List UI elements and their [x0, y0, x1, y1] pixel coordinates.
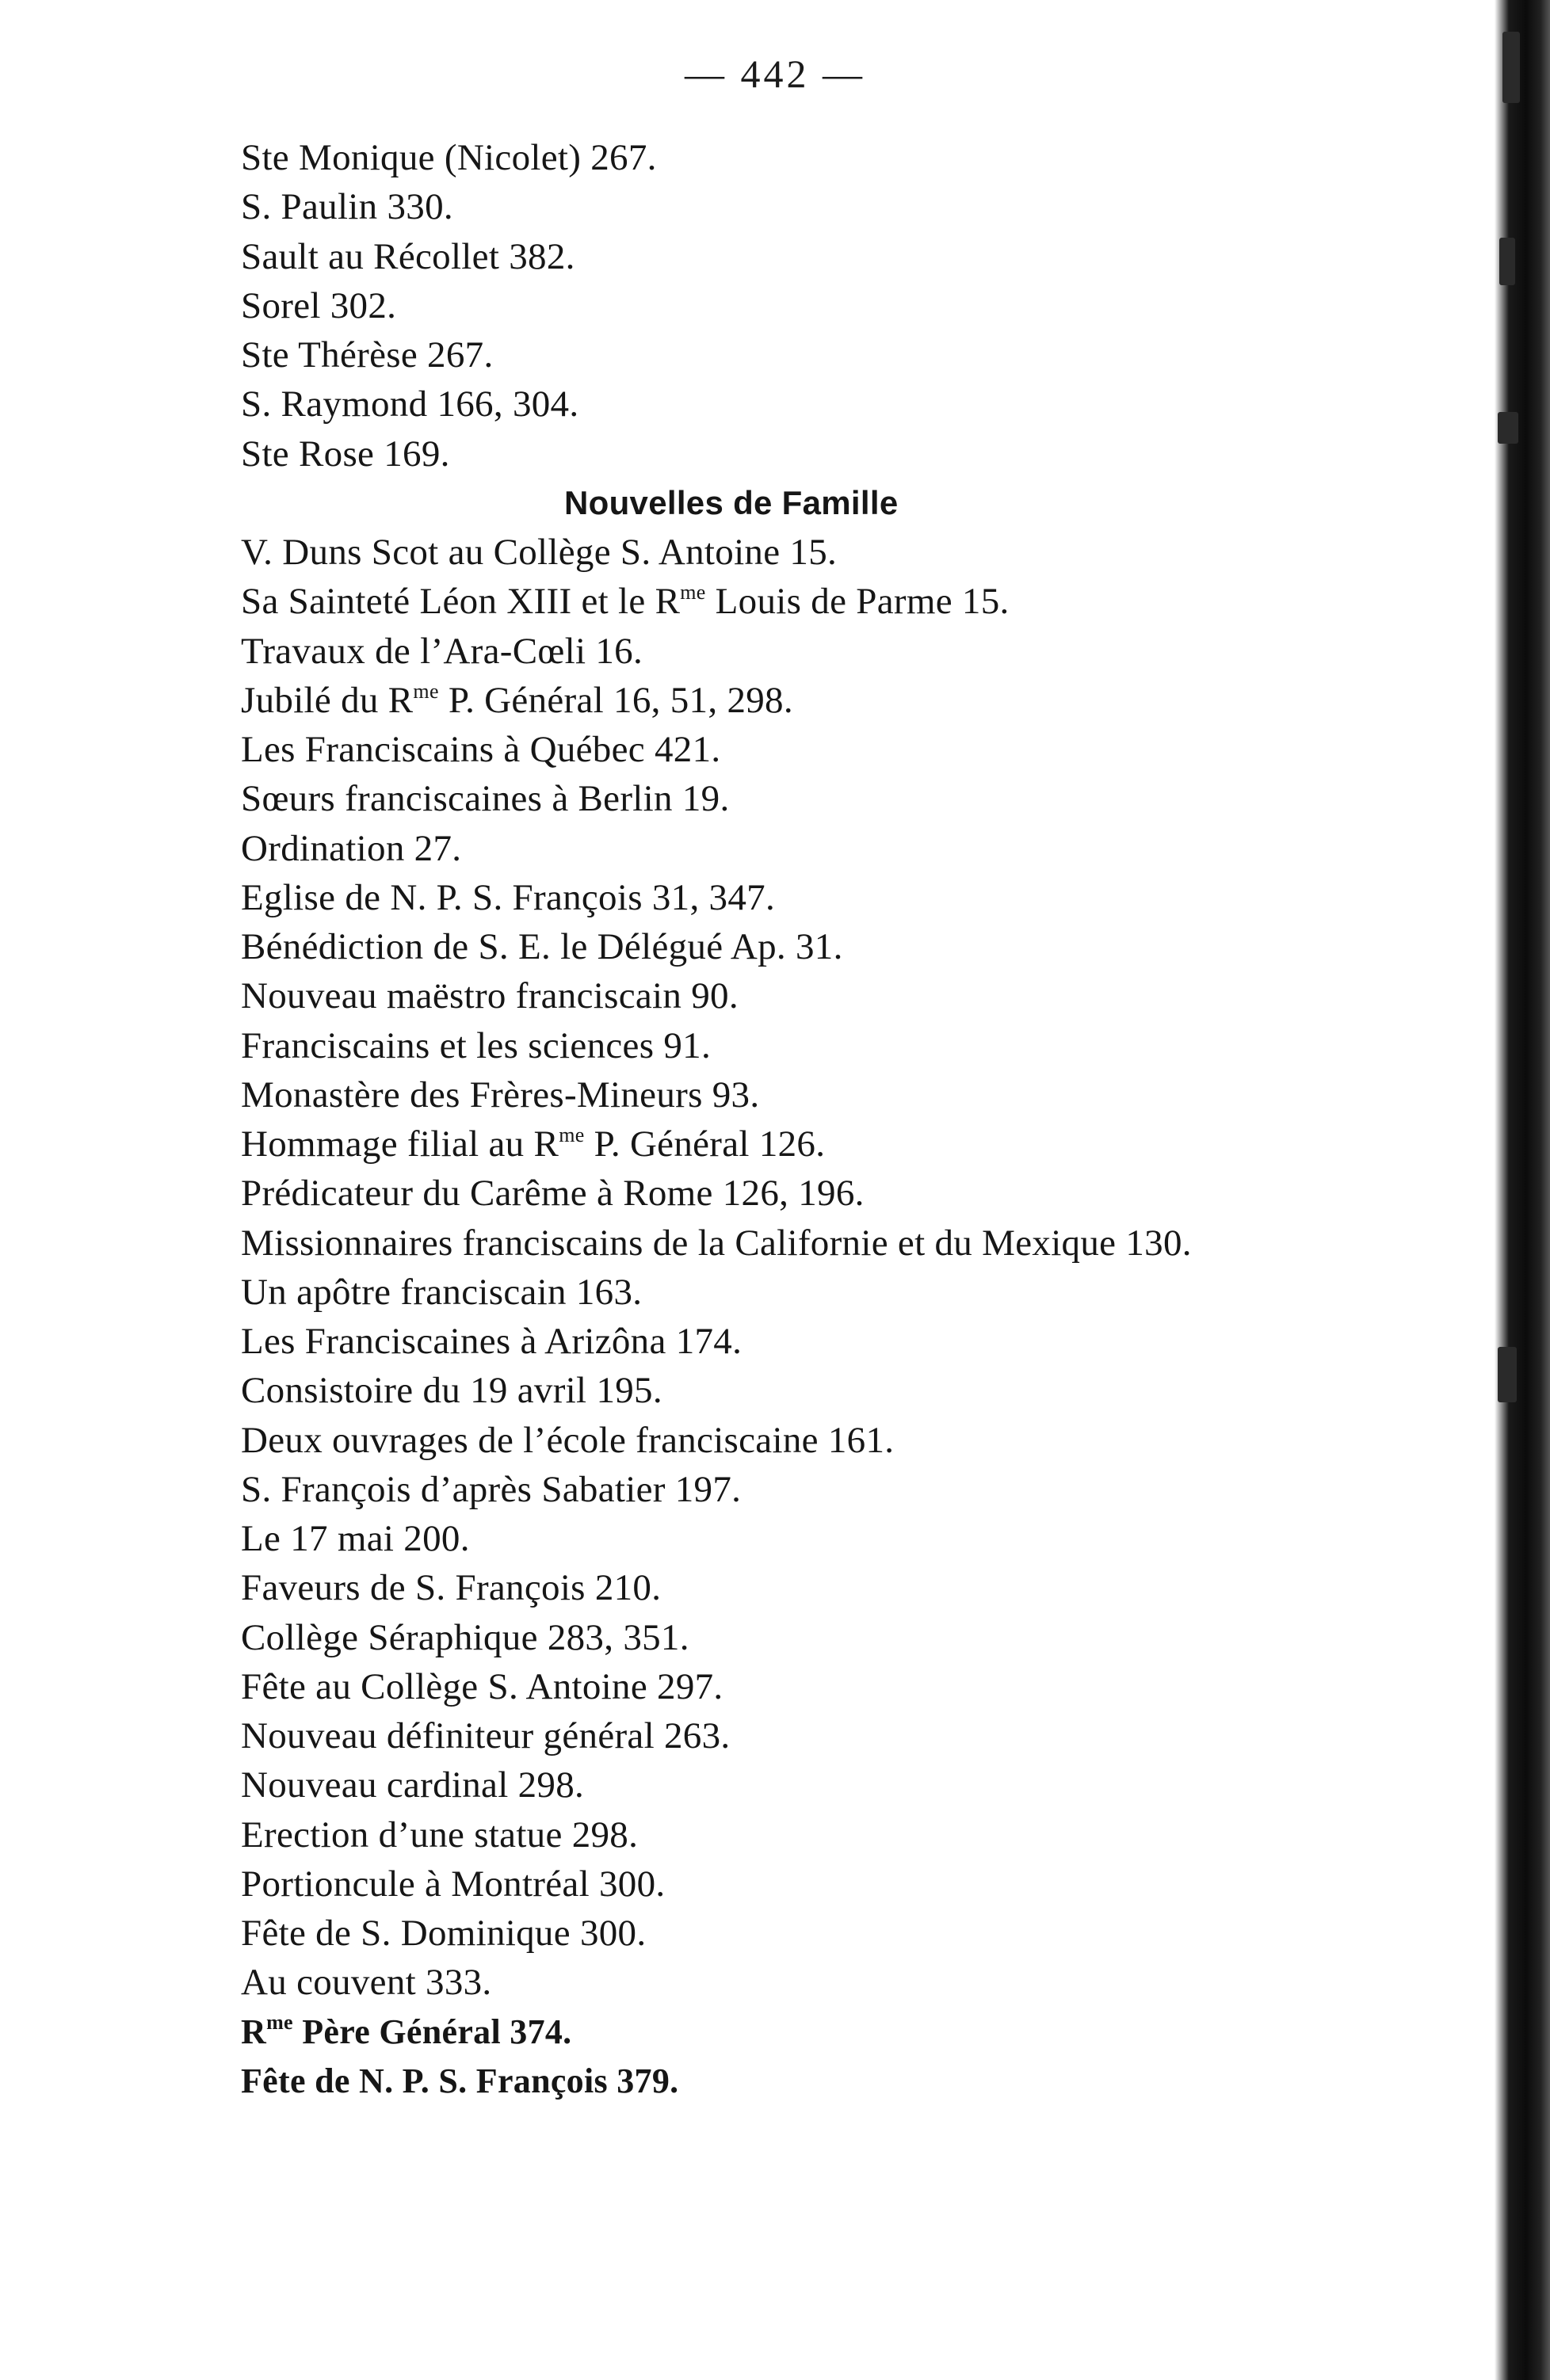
superscript: me — [266, 2010, 293, 2034]
index-entry: Ste Thérèse 267. — [241, 334, 494, 376]
page-number: — 442 — — [0, 51, 1550, 97]
index-entry: Portioncule à Montréal 300. — [241, 1863, 666, 1905]
index-entry: S. Paulin 330. — [241, 186, 453, 228]
index-entry: V. Duns Scot au Collège S. Antoine 15. — [241, 532, 838, 573]
index-entry: Bénédiction de S. E. le Délégué Ap. 31. — [241, 926, 843, 967]
index-entry: Monastère des Frères-Mineurs 93. — [241, 1074, 760, 1116]
superscript: me — [680, 581, 706, 605]
section-heading: Nouvelles de Famille — [564, 483, 899, 521]
index-entry — [241, 676, 1477, 725]
index-list — [241, 133, 1477, 2106]
index-entry: Fête au Collège S. Antoine 297. — [241, 1665, 723, 1707]
index-entry: Sorel 302. — [241, 284, 397, 326]
index-entry: S. Raymond 166, 304. — [241, 383, 579, 425]
edge-speck — [1499, 238, 1515, 285]
index-entry: Nouveau définiteur général 263. — [241, 1715, 731, 1756]
entry-text: Jubilé du R — [241, 679, 414, 721]
index-entry: Eglise de N. P. S. François 31, 347. — [241, 876, 776, 918]
entry-text: Sa Sainteté Léon XIII et le R — [241, 581, 681, 623]
index-entry — [241, 2008, 1477, 2057]
index-entry: Le 17 mai 200. — [241, 1518, 470, 1559]
index-entry: S. François d’après Sabatier 197. — [241, 1468, 742, 1510]
index-entry: Fête de S. Dominique 300. — [241, 1913, 647, 1954]
binding-edge — [1495, 0, 1550, 2380]
index-entry: Nouveau maëstro franciscain 90. — [241, 975, 739, 1017]
index-entry: Les Franciscains à Québec 421. — [241, 729, 721, 770]
index-entry: Missionnaires franciscains de la Californie et du Mexique 130. — [241, 1222, 1192, 1264]
index-entry: Faveurs de S. François 210. — [241, 1567, 662, 1609]
entry-text: Hommage filial au R — [241, 1123, 559, 1165]
index-entry: Fête de N. P. S. François 379. — [241, 2061, 679, 2100]
index-entry: Au couvent 333. — [241, 1962, 492, 2004]
index-entry: Deux ouvrages de l’école franciscaine 161. — [241, 1419, 895, 1461]
index-entry: Sault au Récollet 382. — [241, 235, 575, 277]
edge-speck — [1498, 412, 1518, 444]
index-entry: Les Franciscaines à Arizôna 174. — [241, 1321, 743, 1362]
index-entry: Nouveau cardinal 298. — [241, 1764, 585, 1806]
index-entry: Travaux de l’Ara-Cœli 16. — [241, 630, 643, 672]
index-entry: Collège Séraphique 283, 351. — [241, 1616, 689, 1658]
entry-text: Louis de Parme 15. — [705, 581, 1010, 623]
superscript: me — [413, 679, 439, 703]
index-entry — [241, 577, 1477, 626]
index-entry: Sœurs franciscaines à Berlin 19. — [241, 778, 730, 820]
index-entry — [241, 1119, 1477, 1169]
index-entry: Ste Rose 169. — [241, 433, 450, 475]
superscript: me — [559, 1123, 585, 1146]
entry-text: Père Général 374. — [292, 2012, 572, 2051]
index-entry: Franciscains et les sciences 91. — [241, 1024, 711, 1066]
entry-text: P. Général 16, 51, 298. — [438, 679, 793, 721]
edge-speck — [1498, 1347, 1517, 1402]
index-entry: Consistoire du 19 avril 195. — [241, 1370, 662, 1412]
entry-text: P. Général 126. — [584, 1123, 826, 1165]
edge-speck — [1502, 32, 1520, 103]
index-entry: Ordination 27. — [241, 827, 462, 869]
index-entry: Ste Monique (Nicolet) 267. — [241, 137, 657, 178]
index-entry: Erection d’une statue 298. — [241, 1814, 639, 1856]
index-entry: Prédicateur du Carême à Rome 126, 196. — [241, 1173, 865, 1215]
index-entry: Un apôtre franciscain 163. — [241, 1271, 643, 1313]
entry-text: R — [241, 2012, 267, 2051]
